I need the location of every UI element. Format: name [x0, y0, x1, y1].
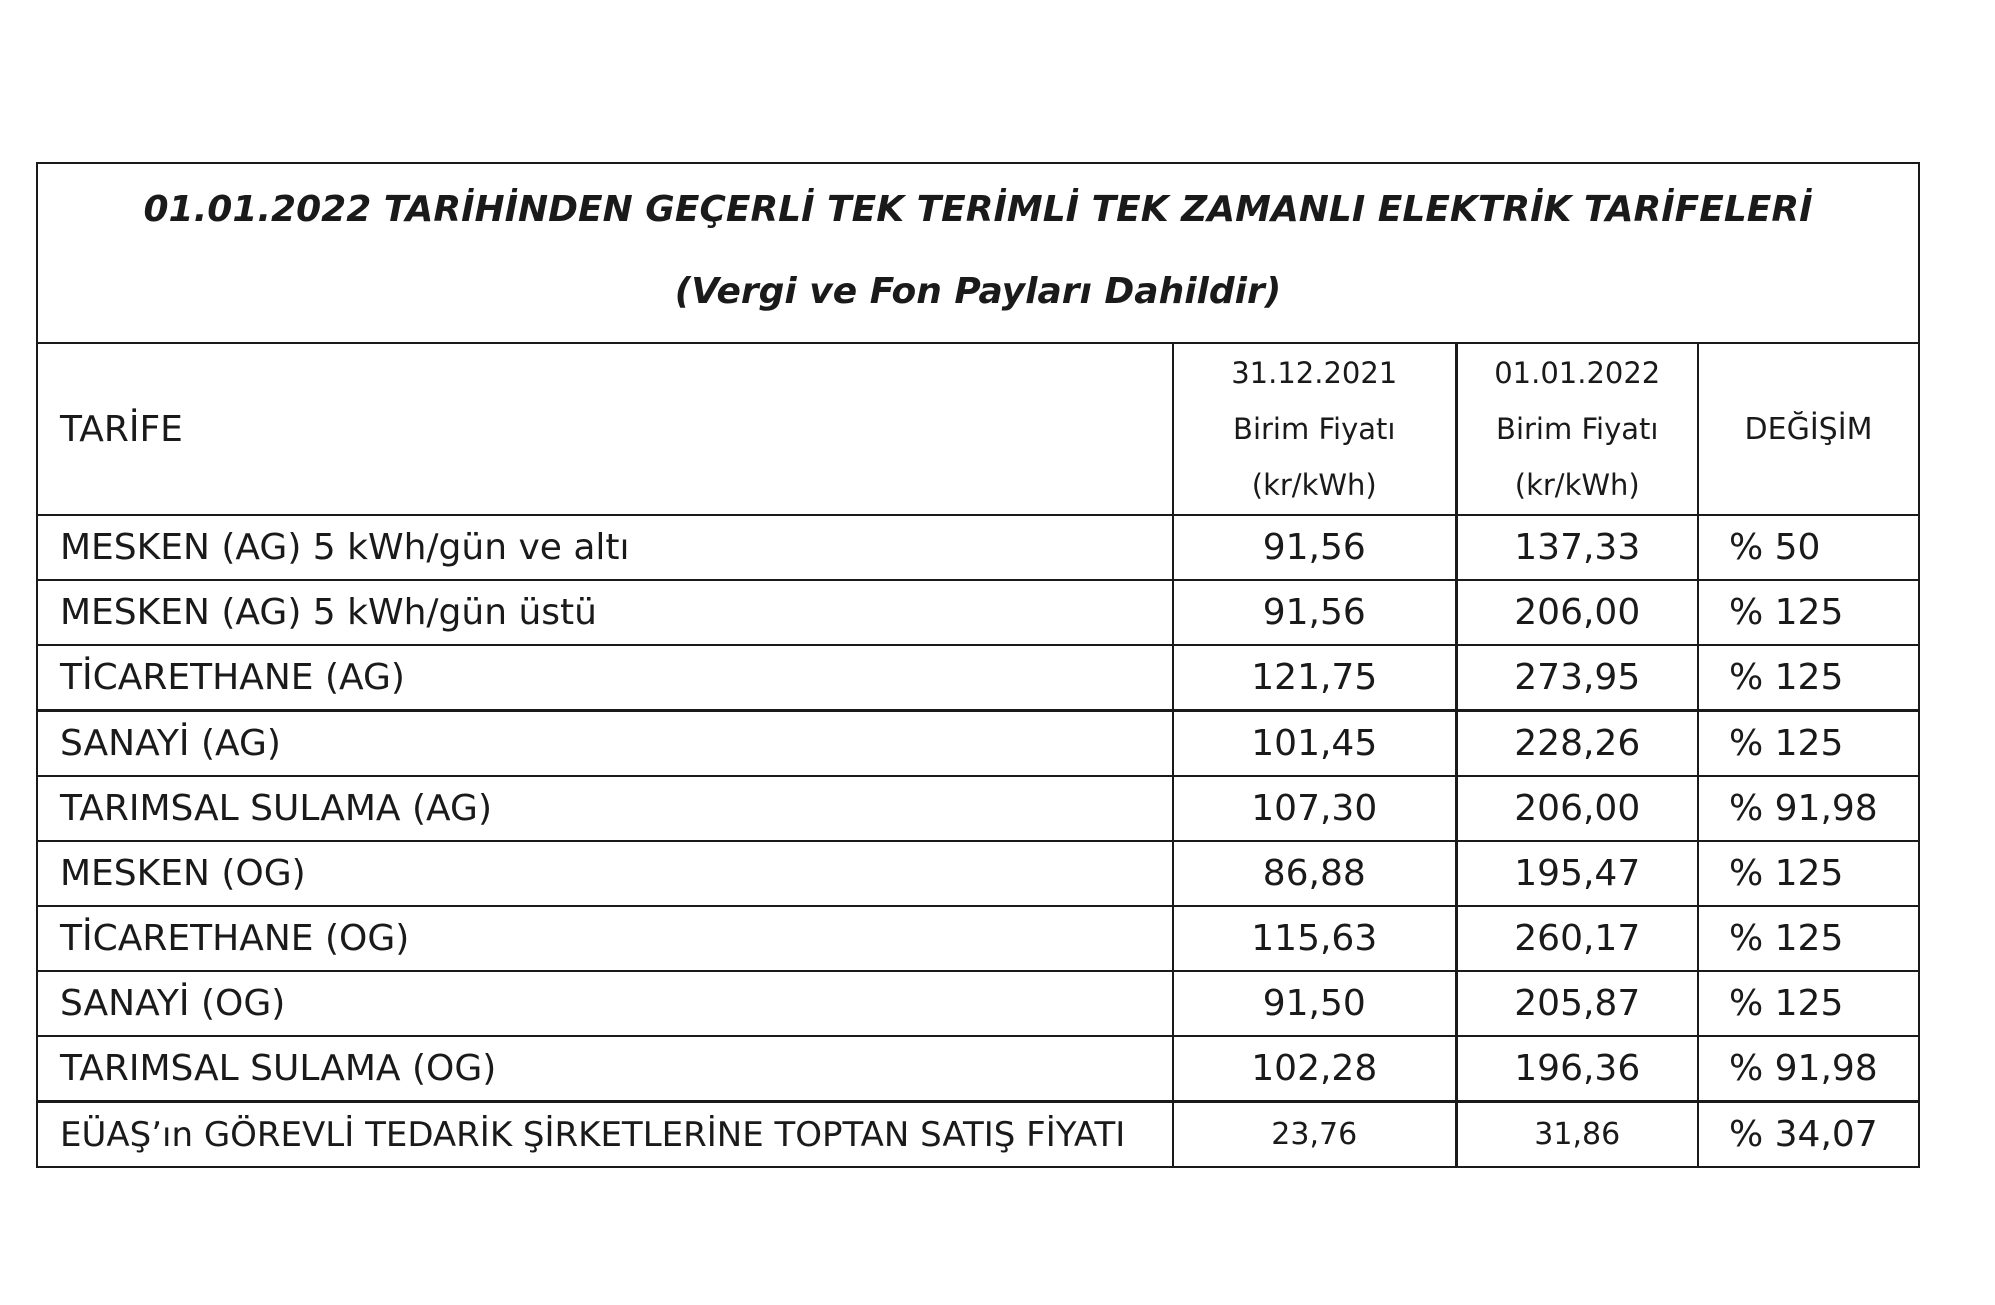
table-row [37, 515, 1919, 580]
row-old-price: 107,30 [1173, 776, 1456, 841]
row-new-price: 206,00 [1456, 776, 1698, 841]
row-new-price: 206,00 [1456, 580, 1698, 645]
row-change: % 125 [1698, 971, 1919, 1036]
table-row [37, 971, 1919, 1036]
row-change: % 125 [1698, 711, 1919, 777]
tariff-table [36, 162, 1920, 1168]
row-new-price: 205,87 [1456, 971, 1698, 1036]
row-old-price: 91,50 [1173, 971, 1456, 1036]
row-old-price: 101,45 [1173, 711, 1456, 777]
row-change: % 125 [1698, 906, 1919, 971]
row-new-price: 228,26 [1456, 711, 1698, 777]
table-row [37, 1102, 1919, 1168]
table-row [37, 711, 1919, 777]
row-new-price: 273,95 [1456, 645, 1698, 711]
row-change: % 34,07 [1698, 1102, 1919, 1168]
row-change: % 50 [1698, 515, 1919, 580]
table-row [37, 645, 1919, 711]
header-old-date: 31.12.2021 [1231, 356, 1398, 390]
table-row [37, 776, 1919, 841]
row-old-price: 86,88 [1173, 841, 1456, 906]
row-tariff-name: TARIMSAL SULAMA (OG) [37, 1036, 1173, 1102]
row-change: % 125 [1698, 580, 1919, 645]
table-row [37, 1036, 1919, 1102]
row-old-price: 121,75 [1173, 645, 1456, 711]
row-new-price: 260,17 [1456, 906, 1698, 971]
row-tariff-name: MESKEN (AG) 5 kWh/gün üstü [37, 580, 1173, 645]
table-title: 01.01.2022 TARİHİNDEN GEÇERLİ TEK TERİMLİ TEK ZAMANLI ELEKTRİK TARİFELERİ [143, 189, 1813, 230]
table-row [37, 906, 1919, 971]
header-tarife: TARİFE [37, 343, 1173, 515]
table-subtitle: (Vergi ve Fon Payları Dahildir) [674, 271, 1282, 312]
title-row [37, 163, 1919, 343]
row-tariff-name: MESKEN (AG) 5 kWh/gün ve altı [37, 515, 1173, 580]
header-new-price [1456, 343, 1698, 515]
row-tariff-name: SANAYİ (AG) [37, 711, 1173, 777]
row-new-price: 195,47 [1456, 841, 1698, 906]
row-old-price: 102,28 [1173, 1036, 1456, 1102]
row-new-price: 137,33 [1456, 515, 1698, 580]
header-old-price [1173, 343, 1456, 515]
header-new-date: 01.01.2022 [1494, 356, 1661, 390]
header-old-label: Birim Fiyatı [1233, 412, 1396, 446]
row-change: % 91,98 [1698, 776, 1919, 841]
row-tariff-name: TİCARETHANE (AG) [37, 645, 1173, 711]
row-old-price: 91,56 [1173, 580, 1456, 645]
header-new-unit: (kr/kWh) [1514, 468, 1640, 502]
header-change: DEĞİŞİM [1698, 343, 1919, 515]
row-new-price: 31,86 [1456, 1102, 1698, 1168]
row-old-price: 23,76 [1173, 1102, 1456, 1168]
row-old-price: 115,63 [1173, 906, 1456, 971]
header-new-label: Birim Fiyatı [1496, 412, 1659, 446]
row-tariff-name: MESKEN (OG) [37, 841, 1173, 906]
row-tariff-name: SANAYİ (OG) [37, 971, 1173, 1036]
row-tariff-name: TARIMSAL SULAMA (AG) [37, 776, 1173, 841]
row-old-price: 91,56 [1173, 515, 1456, 580]
row-new-price: 196,36 [1456, 1036, 1698, 1102]
header-old-unit: (kr/kWh) [1251, 468, 1377, 502]
row-change: % 125 [1698, 645, 1919, 711]
header-row [37, 343, 1919, 515]
row-change: % 125 [1698, 841, 1919, 906]
row-change: % 91,98 [1698, 1036, 1919, 1102]
row-tariff-name: EÜAŞ’ın GÖREVLİ TEDARİK ŞİRKETLERİNE TOPTAN SATIŞ FİYATI [37, 1102, 1173, 1168]
row-tariff-name: TİCARETHANE (OG) [37, 906, 1173, 971]
title-cell [37, 163, 1919, 343]
table-row [37, 580, 1919, 645]
table-row [37, 841, 1919, 906]
